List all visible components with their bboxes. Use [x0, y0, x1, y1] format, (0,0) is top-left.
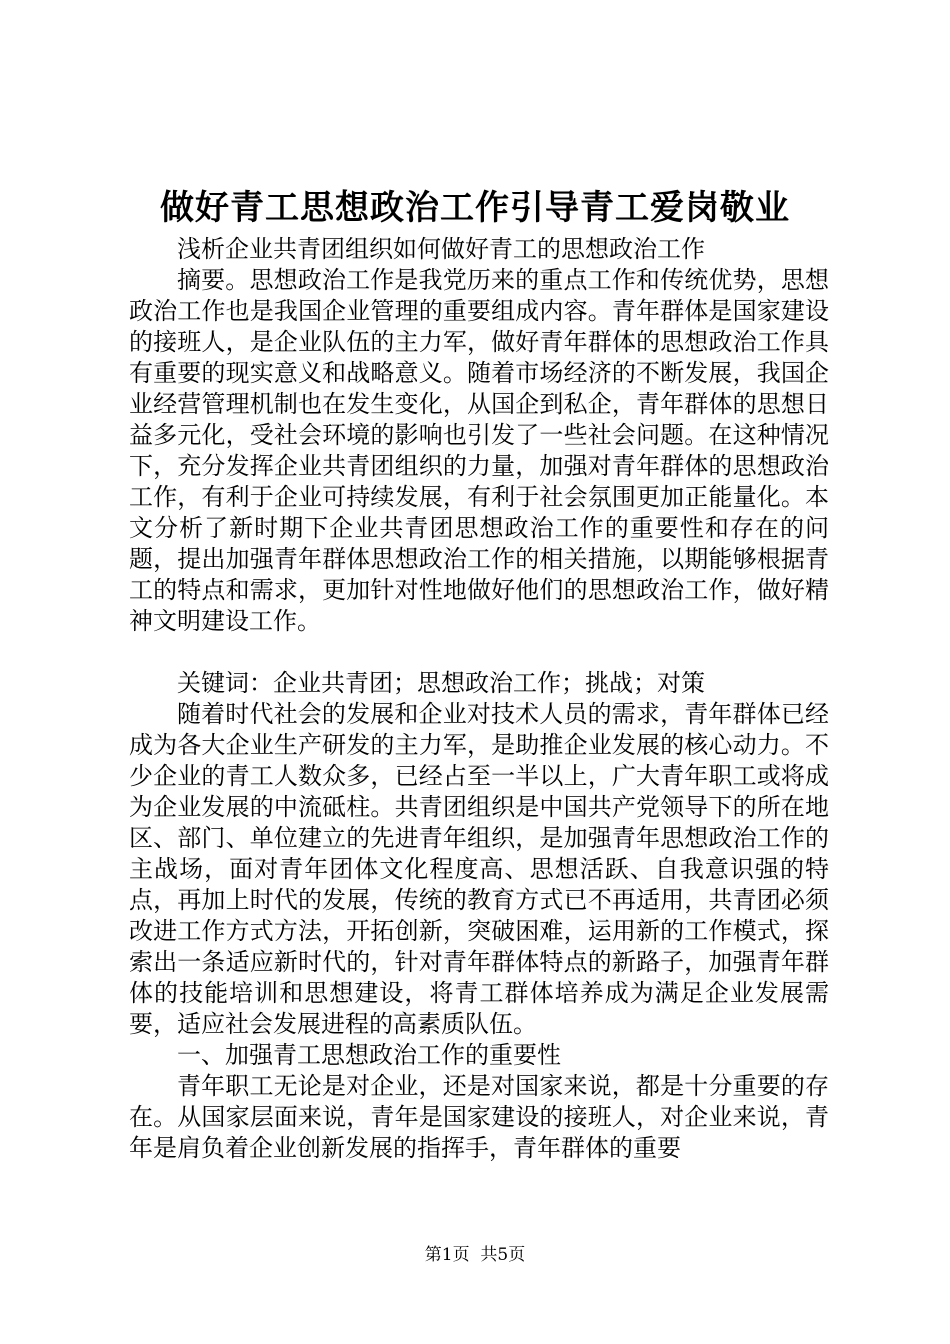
document-title: 做好青工思想政治工作引导青工爱岗敬业	[160, 188, 790, 228]
page-footer: 第1页 共5页	[424, 1245, 526, 1265]
keywords-paragraph: 关键词：企业共青团；思想政治工作；挑战；对策	[177, 669, 705, 697]
intro-paragraph: 随着时代社会的发展和企业对技术人员的需求，青年群体已经成为各大企业生产研发的主力军，是助推企业发展的核心动力。不少企业的青工人数众多，已经占至一半以上，广大青年职工或将成为企业发展的中流砥柱。共青团组织是中国共产党领导下的所在地区、部门、单位建立的先进青年组织，是加强青年思想政治工作的主战场，面对青年团体文化程度高、思想活跃、自我意识强的特点，再加上时代的发展，传统的教育方式已不再适用，共青团必须改进工作方式方法，开拓创新，突破困难，运用新的工作模式，探索出一条适应新时代的，针对青年群体特点的新路子，加强青年群体的技能培训和思想建设，将青工群体培养成为满足企业发展需要，适应社会发展进程的高素质队伍。	[129, 700, 829, 1038]
section-paragraph: 青年职工无论是对企业，还是对国家来说，都是十分重要的存在。从国家层面来说，青年是国家建设的接班人，对企业来说，青年是肩负着企业创新发展的指挥手，青年群体的重要	[129, 1072, 829, 1162]
abstract-paragraph: 摘要。思想政治工作是我党历来的重点工作和传统优势，思想政治工作也是我国企业管理的重要组成内容。青年群体是国家建设的接班人，是企业队伍的主力军，做好青年群体的思想政治工作具有重要的现实意义和战略意义。随着市场经济的不断发展，我国企业经营管理机制也在发生变化，从国企到私企，青年群体的思想日益多元化，受社会环境的影响也引发了一些社会问题。在这种情况下，充分发挥企业共青团组织的力量，加强对青年群体的思想政治工作，有利于企业可持续发展，有利于社会氛围更加正能量化。本文分析了新时期下企业共青团思想政治工作的重要性和存在的问题，提出加强青年群体思想政治工作的相关措施，以期能够根据青工的特点和需求，更加针对性地做好他们的思想政治工作，做好精神文明建设工作。	[129, 266, 829, 635]
paragraph-gap	[129, 637, 829, 668]
document-body	[129, 234, 829, 1164]
section-heading: 一、加强青工思想政治工作的重要性	[177, 1041, 561, 1069]
subtitle-paragraph: 浅析企业共青团组织如何做好青工的思想政治工作	[177, 235, 705, 263]
